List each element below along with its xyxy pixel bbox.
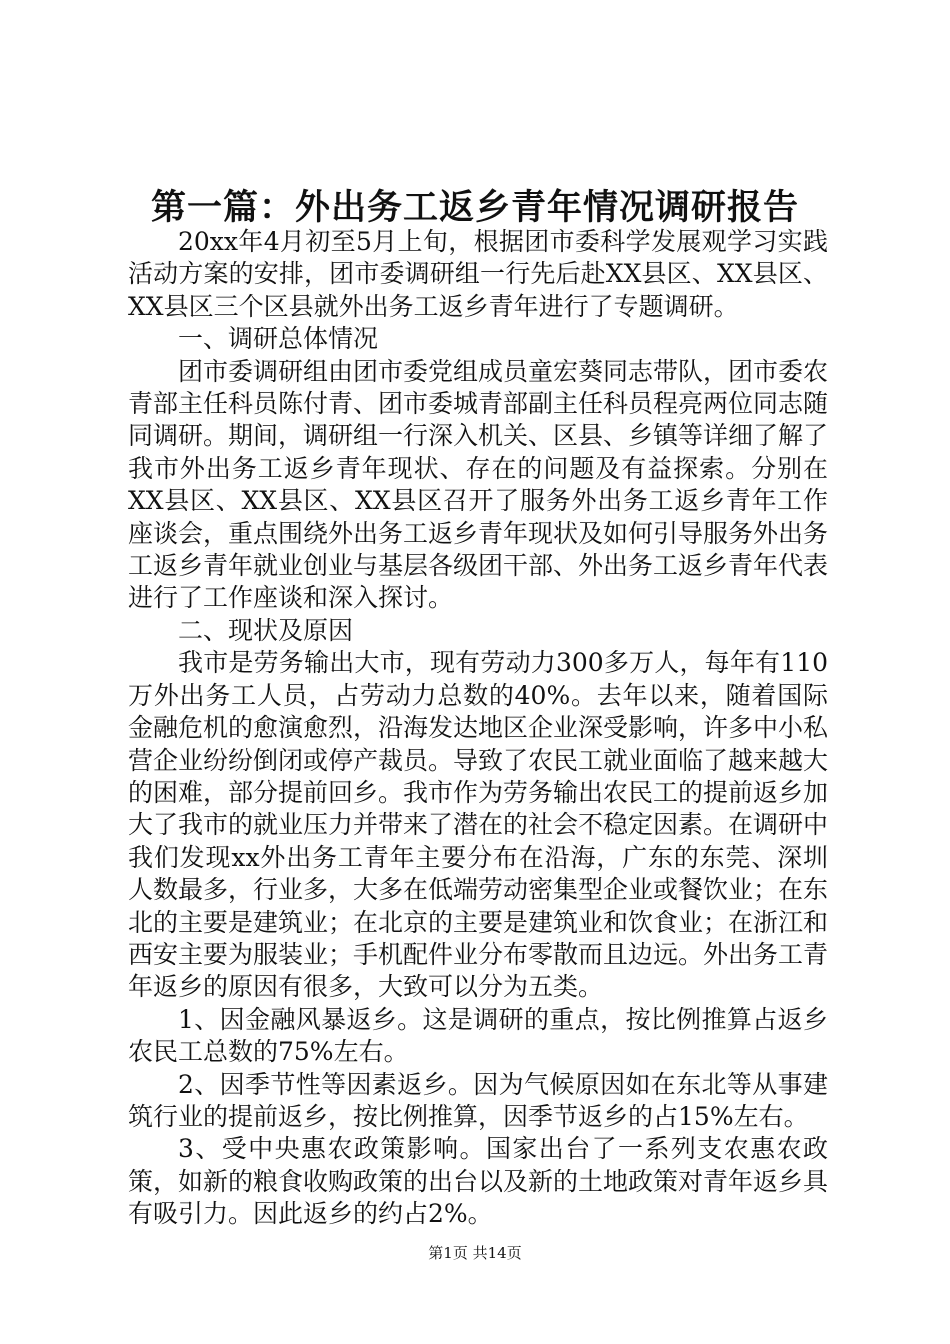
overview-paragraph: 团市委调研组由团市委党组成员童宏葵同志带队，团市委农青部主任科员陈付青、团市委城青部副主任科员程亮两位同志随同调研。期间，调研组一行深入机关、区县、乡镇等详细了解了我市外出务工返乡青年现状、存在的问题及有益探索。分别在XX县区、XX县区、XX县区召开了服务外出务工返乡青年工作座谈会，重点围绕外出务工返乡青年现状及如何引导服务外出务工返乡青年就业创业与基层各级团干部、外出务工返乡青年代表进行了工作座谈和深入探讨。 <box>128 356 829 613</box>
document-body <box>128 226 828 1231</box>
intro-paragraph: 20xx年4月初至5月上旬，根据团市委科学发展观学习实践活动方案的安排，团市委调研组一行先后赴XX县区、XX县区、XX县区三个区县就外出务工返乡青年进行了专题调研。 <box>128 227 828 321</box>
reason-item-2: 2、因季节性等因素返乡。因为气候原因如在东北等从事建筑行业的提前返乡，按比例推算，因季节返乡的占15%左右。 <box>128 1069 828 1131</box>
reason-item-3: 3、受中央惠农政策影响。国家出台了一系列支农惠农政策，如新的粮食收购政策的出台以及新的土地政策对青年返乡具有吸引力。因此返乡的约占2%。 <box>128 1134 829 1229</box>
section-heading-overview: 一、调研总体情况 <box>178 324 379 354</box>
status-paragraph: 我市是劳务输出大市，现有劳动力300多万人，每年有110万外出务工人员，占劳动力总数的40%。去年以来，随着国际金融危机的愈演愈烈，沿海发达地区企业深受影响，许多中小私营企业纷纷倒闭或停产裁员。导致了农民工就业面临了越来越大的困难，部分提前回乡。我市作为劳务输出农民工的提前返乡加大了我市的就业压力并带来了潜在的社会不稳定因素。在调研中我们发现xx外出务工青年主要分布在沿海，广东的东莞、深圳人数最多，行业多，大多在低端劳动密集型企业或餐饮业；在东北的主要是建筑业；在北京的主要是建筑业和饮食业；在浙江和西安主要为服装业；手机配件业分布零散而且边远。外出务工青年返乡的原因有很多，大致可以分为五类。 <box>128 648 829 1002</box>
reason-item-1: 1、因金融风暴返乡。这是调研的重点，按比例推算占返乡农民工总数的75%左右。 <box>128 1004 828 1067</box>
section-heading-status: 二、现状及原因 <box>178 615 354 645</box>
document-title: 第一篇：外出务工返乡青年情况调研报告 <box>150 187 799 228</box>
page-footer: 第1页 共14页 <box>428 1244 522 1262</box>
